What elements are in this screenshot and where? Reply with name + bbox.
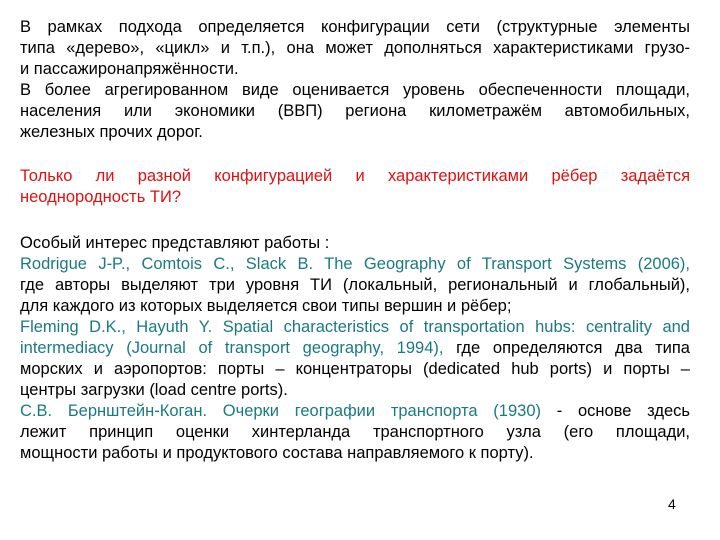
paragraph-line: В рамках подхода определяется конфигурации сети (структурные элементы: [20, 18, 690, 36]
paragraph-line: типа «дерево», «цикл» и т.п.), она может дополняться характеристиками грузо-: [20, 39, 690, 57]
reference-title: С.В. Бернштейн-Коган. Очерки географии транспорта (1930): [20, 402, 541, 420]
reference-text: для каждого из которых выделяется свои типы вершин и рёбер;: [20, 297, 512, 315]
reference-title: Fleming D.K., Hayuth Y. Spatial characteristics of transportation hubs: centrality and: [20, 318, 690, 336]
paragraph-line: и пассажиронапряжённости.: [20, 60, 239, 78]
reference-line: [20, 401, 690, 421]
reference-line: [20, 338, 690, 358]
reference-text: где определяются два типа: [443, 339, 690, 357]
reference-text: где авторы выделяют три уровня ТИ (локальный, региональный и глобальный),: [20, 276, 690, 294]
paragraph-line: В более агрегированном виде оценивается уровень обеспеченности площади,: [20, 81, 690, 99]
reference-text: - основе здесь: [541, 402, 691, 420]
question-line: Только ли разной конфигурацией и характеристиками рёбер задаётся: [20, 167, 690, 185]
page-number: 4: [668, 496, 676, 512]
paragraph-line: населения или экономики (ВВП) региона километражём автомобильных,: [20, 102, 690, 120]
reference-text: центры загрузки (load centre ports).: [20, 381, 288, 399]
reference-title: Rodrigue J-P., Comtois C., Slack B. The Geography of Transport Systems (2006),: [20, 255, 690, 273]
reference-text: лежит принцип оценки хинтерланда транспортного узла (его площади,: [20, 423, 690, 441]
works-intro: Особый интерес представляют работы :: [20, 234, 330, 252]
reference-title: intermediacy (Journal of transport geography, 1994),: [20, 339, 444, 357]
reference-text: морских и аэропортов: порты – концентраторы (dedicated hub ports) и порты –: [20, 360, 690, 378]
reference-text: мощности работы и продуктового состава направляемого к порту).: [20, 444, 534, 462]
paragraph-line: железных прочих дорог.: [20, 123, 203, 141]
question-line: неоднородность ТИ?: [20, 188, 182, 206]
